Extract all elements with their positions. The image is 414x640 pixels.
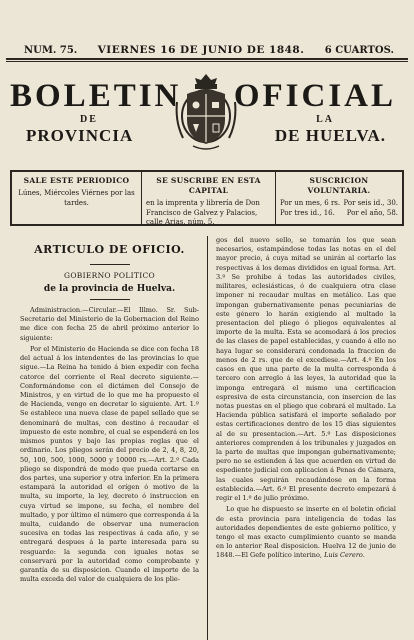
- price-three-months: Por tres id., 16.: [280, 208, 335, 217]
- paragraph: Por el Ministerio de Hacienda se dice con fecha 18 del actual á los intendentes de las provincias lo que sigue.—La Reina ha tenido á bien expedir con fecha catorce del corriente el Real decreto siguiente.—Conformándome con el dictámen del Consejo de Ministros, y en virtud de lo que me ha propuesto el de Hacienda, vengo en decretar lo siguiente. Art. 1.º Se establece una nueva clase de papel sellado que se denominará de multas, con destino á recaudar el impuesto de este nombre, el cual se espenderá en los mismos puntos y bajo las propias reglas que el ordinario. Los pliegos serán del precio de 2, 4, 8, 20, 50, 100, 500, 1000, 5000 y 10000 rs.—Art. 2.º Cada pliego se dispondrá de modo que pueda cortarse en dos partes, una superior y otra inferior. En la primera estampará la autoridad el orígen ó motivo de la multa, su importe, la ley, decreto ó instruccion en cuya virtud se impone, su fecha, el nombre del multado, y por último el número que corresponda á la multa, cuidando de observar una numeracion sucesiva en todas las respectivas á cada año, y se entregará despues á la parte interesada para su resguardo: la segunda con iguales notas se conservará por la autoridad como comprobante y garantía de su disposicion. Cuando el importe de la multa exceda del valor de cualquiera de los plie-: [20, 344, 199, 584]
- subheading-rule: [90, 299, 130, 300]
- paragraph: [216, 505, 396, 560]
- subscription-place-text: en la imprenta y librería de Don Francisco de Galvez y Palacios, calle Arias, núm. 5.: [146, 199, 260, 227]
- paragraph: Administracion.—Circular.—El Illmo. Sr. Sub-Secretario del Ministerio de la Gobernacion del Reino me dice con fecha 25 de abril próximo anterior lo siguiente:: [20, 306, 199, 342]
- subscription-prices: [276, 172, 402, 224]
- price-row: [280, 209, 398, 218]
- issue-line: [0, 44, 414, 56]
- left-column: [14, 236, 208, 640]
- price-row: [280, 199, 398, 208]
- signature: Luis Cerero.: [324, 551, 365, 560]
- publication-days-title: SALE ESTE PERIODICO: [23, 176, 130, 185]
- masthead: [8, 64, 406, 164]
- office-heading: GOBIERNO POLITICO: [64, 270, 155, 280]
- coat-of-arms-icon: [173, 72, 239, 152]
- subscription-place-title: SE SUSCRIBE EN ESTA CAPITAL: [156, 176, 261, 196]
- paragraph: gos del nuevo sello, se tomarán los que sean necesarios, estampándose todas las notas en el del mayor precio, á cuya mitad se unirán al cortarlo las respectivas á los demas divididos en igual forma. Art. 3.º Se prohibe á todas las autoridades civiles, militares, eclesiásticas, ó de cualquiera otra clase imponer ni recaudar multas en metálico. Las que impongan gubernativamente penas pecuniarias de este género lo harán exigiendo al multado la presentacion del pliego ó pliegos equivalentes al importe de la multa. Esta se acomodará á los precios de las clases de papel establecidas, y cuando á ello no haya lugar se considerará condonada la fraccion de menos de 2 rs. que de el excediese.—Art. 4.º En los casos en que una parte de la multa corresponda á tercero con arreglo á las leyes, la autoridad que la imponga entregará el mismo una certificacion espresiva de esta circunstancia, con insercion de las notas puestas en el pliego que cobrará el multado. La Hacienda pública satisfará el importe señalado por estas certificaciones dentro de los 15 dias siguientes al de su presentacion.—Art. 5.º Las disposiciones anteriores comprenden á los tribunales y juzgados en la parte de multas que impongan gubernativamente; pero no se estienden á las que acuerden en virtud de espediente judicial con aplicacion á Penas de Cámara, las cuales seguirán recaudándose en la forma establecida.—Art. 6.º El presente decreto empezará á regir el 1.º de julio próximo.: [216, 236, 396, 503]
- subscription-prices-title: SUSCRICION VOLUNTARIA.: [307, 176, 371, 196]
- closing-text: Lo que he dispuesto se inserte en el boletin oficial de esta provincia para inteligencia de todas las autoridades dependientes de este gobierno político, y tengo el mas exacto cumplimiento cuanto se manda en lo anterior Real disposicion. Huelva 12 de junio de 1848.—El Gefe político interino,: [216, 505, 396, 560]
- publication-days: [12, 172, 142, 224]
- price-year: Por el año, 58.: [346, 208, 398, 217]
- heading-rule: [90, 264, 130, 265]
- issue-price: 6 CUARTOS.: [324, 45, 394, 56]
- masthead-la: LA: [316, 114, 334, 125]
- issue-number: NUM. 75.: [24, 45, 78, 56]
- subscription-box: [10, 170, 404, 226]
- masthead-provincia: PROVINCIA: [26, 126, 134, 145]
- publication-days-text: Lúnes, Miércoles Viérnes por las tardes.: [18, 189, 135, 207]
- price-six-months: Por seis id., 30.: [343, 199, 398, 208]
- top-rule-thin: [6, 61, 408, 62]
- subscription-place: [142, 172, 276, 227]
- price-one-month: Por un mes, 6 rs.: [280, 199, 341, 208]
- masthead-oficial: OFICIAL: [233, 78, 396, 114]
- masthead-boletin: BOLETIN: [10, 78, 182, 114]
- article-columns: [14, 236, 402, 640]
- top-rule: [6, 58, 408, 60]
- issue-date: VIERNES 16 DE JUNIO DE 1848.: [97, 44, 305, 56]
- section-heading: ARTICULO DE OFICIO.: [34, 243, 185, 256]
- right-column: [208, 236, 402, 640]
- masthead-de: DE: [80, 114, 98, 125]
- office-subheading: de la provincia de Huelva.: [43, 284, 176, 295]
- masthead-de-huelva: DE HUELVA.: [274, 126, 386, 145]
